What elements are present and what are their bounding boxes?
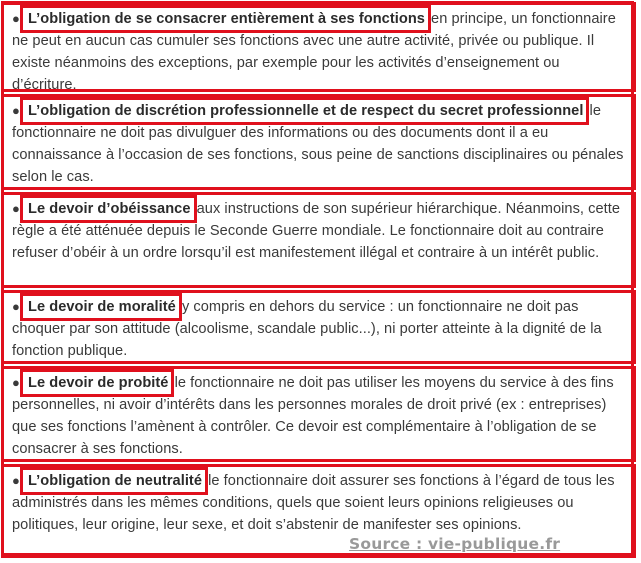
item-heading: L’obligation de discrétion professionnelle et de respect du secret professionnel bbox=[26, 100, 585, 122]
item-heading: Le devoir de moralité bbox=[26, 296, 178, 318]
bullet-icon: ● bbox=[12, 11, 20, 26]
list-item-devoir-probite bbox=[1, 366, 636, 462]
source-credit: Source : vie-publique.fr bbox=[349, 535, 561, 553]
item-text: le fonctionnaire ne doit pas utiliser les moyens du service à des fins personnelles, ni avoir d’intérêts dans les personnes morales de droit privé (ex : entreprises) que ses fonctions l’amènent à contrôler. Ce devoir est complémentaire à l’obligation de se consacrer à ses fonctions. bbox=[12, 375, 614, 457]
bullet-icon: ● bbox=[12, 473, 20, 488]
bullet-icon: ● bbox=[12, 375, 20, 390]
item-text: le fonctionnaire ne doit pas divulguer des informations ou des documents dont il a eu connaissance à l’occasion de ses fonctions, sous peine de sanctions disciplinaires ou pénales selon le cas. bbox=[12, 103, 624, 185]
item-heading: L’obligation de neutralité bbox=[26, 470, 204, 492]
item-text: y compris en dehors du service : un fonctionnaire ne doit pas choquer par son attitude (alcoolisme, scandale public...), ni porter atteinte à la dignité de la fonction publique. bbox=[12, 299, 602, 359]
list-item-devoir-obeissance bbox=[1, 192, 636, 288]
item-heading: Le devoir de probité bbox=[26, 372, 170, 394]
bullet-icon: ● bbox=[12, 103, 20, 118]
list-item-obligation-consacrer bbox=[1, 2, 636, 92]
item-text: le fonctionnaire doit assurer ses fonctions à l’égard de tous les administrés dans les mêmes conditions, quels que soient leurs opinions religieuses ou politiques, leur origine, leur sexe, et doit s’abstenir de manifester ses opinions. bbox=[12, 473, 615, 533]
item-heading: Le devoir d’obéissance bbox=[26, 198, 193, 220]
bullet-icon: ● bbox=[12, 299, 20, 314]
item-text: en principe, un fonctionnaire ne peut en aucun cas cumuler ses fonctions avec une autre activité, privée ou publique. Il existe néanmoins des exceptions, par exemple pour les activités d’enseignement ou d’écriture. bbox=[12, 11, 616, 93]
item-heading: L’obligation de se consacrer entièrement à ses fonctions bbox=[26, 8, 427, 30]
item-text: aux instructions de son supérieur hiérarchique. Néanmoins, cette règle a été atténuée depuis le Seconde Guerre mondiale. Le fonctionnaire doit au contraire refuser d’obéir à un ordre lorsqu’il est manifestement illégal et contraire à un intérêt public. bbox=[12, 201, 621, 261]
bullet-icon: ● bbox=[12, 201, 20, 216]
list-item-obligation-discretion bbox=[1, 94, 636, 190]
list-item-devoir-moralite bbox=[1, 290, 636, 364]
